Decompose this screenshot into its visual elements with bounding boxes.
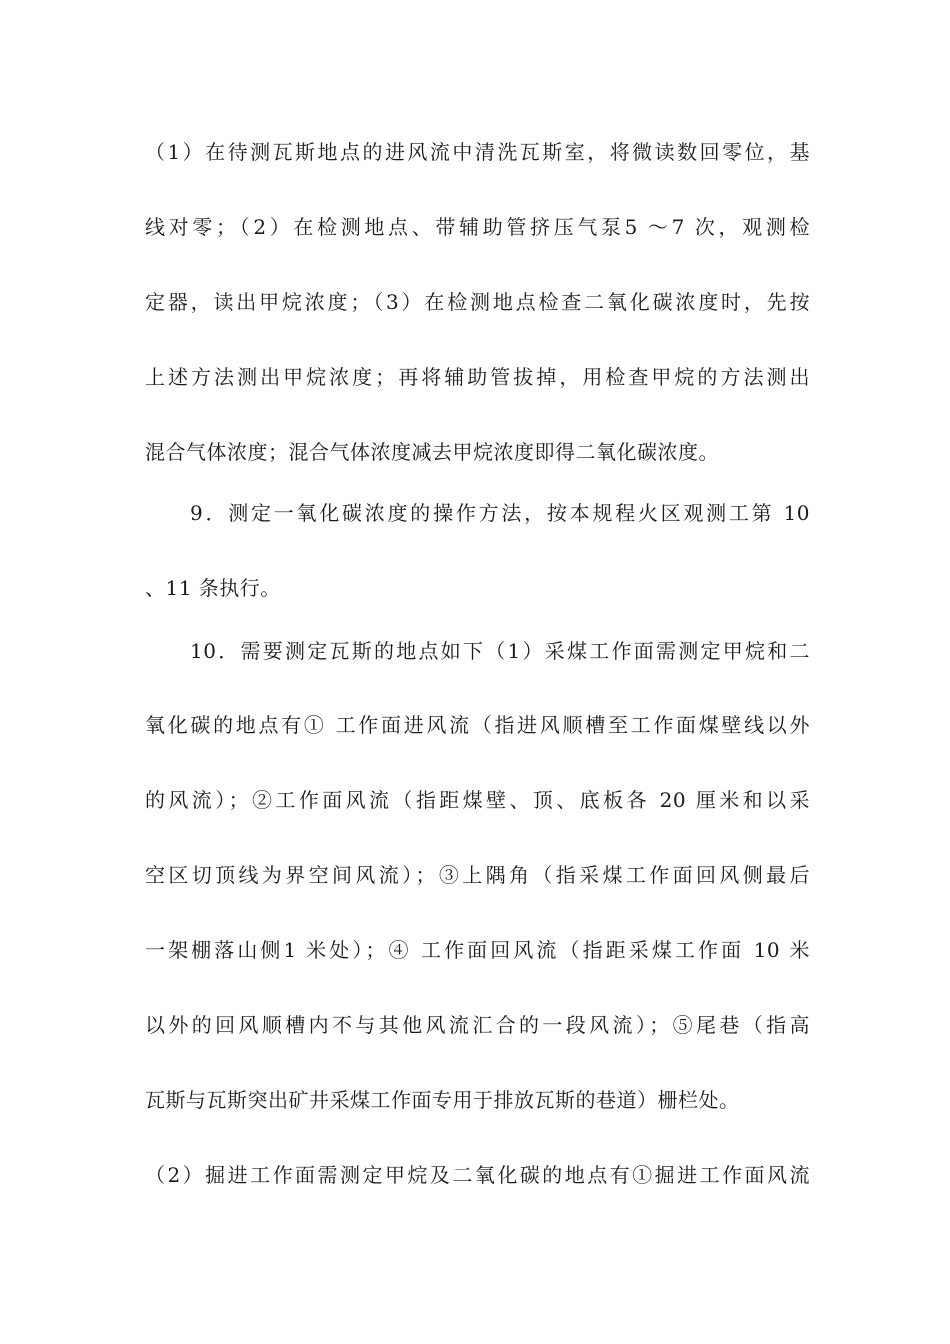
text-line-12: 一架棚落山侧1 米处）；④ 工作面回风流（指距采煤工作面 10 米 <box>145 938 810 962</box>
text-line-10: 的风流）；②工作面风流（指距煤壁、顶、底板各 20 厘米和以采 <box>145 788 810 812</box>
text-line-8: 10．需要测定瓦斯的地点如下（1）采煤工作面需测定甲烷和二 <box>190 639 810 663</box>
text-line-4: 上述方法测出甲烷浓度；再将辅助管拔掉，用检查甲烷的方法测出 <box>145 365 810 389</box>
text-line-2: 线对零；（2）在检测地点、带辅助管挤压气泵5 ～7 次，观测检 <box>145 215 810 239</box>
text-line-3: 定器，读出甲烷浓度；（3）在检测地点检查二氧化碳浓度时，先按 <box>145 290 810 314</box>
text-line-15: （2）掘进工作面需测定甲烷及二氧化碳的地点有①掘进工作面风流 <box>145 1163 810 1187</box>
text-line-5: 混合气体浓度；混合气体浓度减去甲烷浓度即得二氧化碳浓度。 <box>145 440 719 464</box>
text-line-7: 、11 条执行。 <box>145 576 281 600</box>
text-line-14: 瓦斯与瓦斯突出矿井采煤工作面专用于排放瓦斯的巷道）栅栏处。 <box>145 1088 740 1112</box>
text-line-9: 氧化碳的地点有① 工作面进风流（指进风顺槽至工作面煤壁线以外 <box>145 713 810 737</box>
text-line-6: 9．测定一氧化碳浓度的操作方法，按本规程火区观测工第 10 <box>190 501 810 525</box>
text-line-13: 以外的回风顺槽内不与其他风流汇合的一段风流）；⑤尾巷（指高 <box>145 1013 810 1037</box>
text-line-11: 空区切顶线为界空间风流）；③上隅角（指采煤工作面回风侧最后 <box>145 863 810 887</box>
text-line-1: （1）在待测瓦斯地点的进风流中清洗瓦斯室，将微读数回零位，基 <box>145 140 810 164</box>
